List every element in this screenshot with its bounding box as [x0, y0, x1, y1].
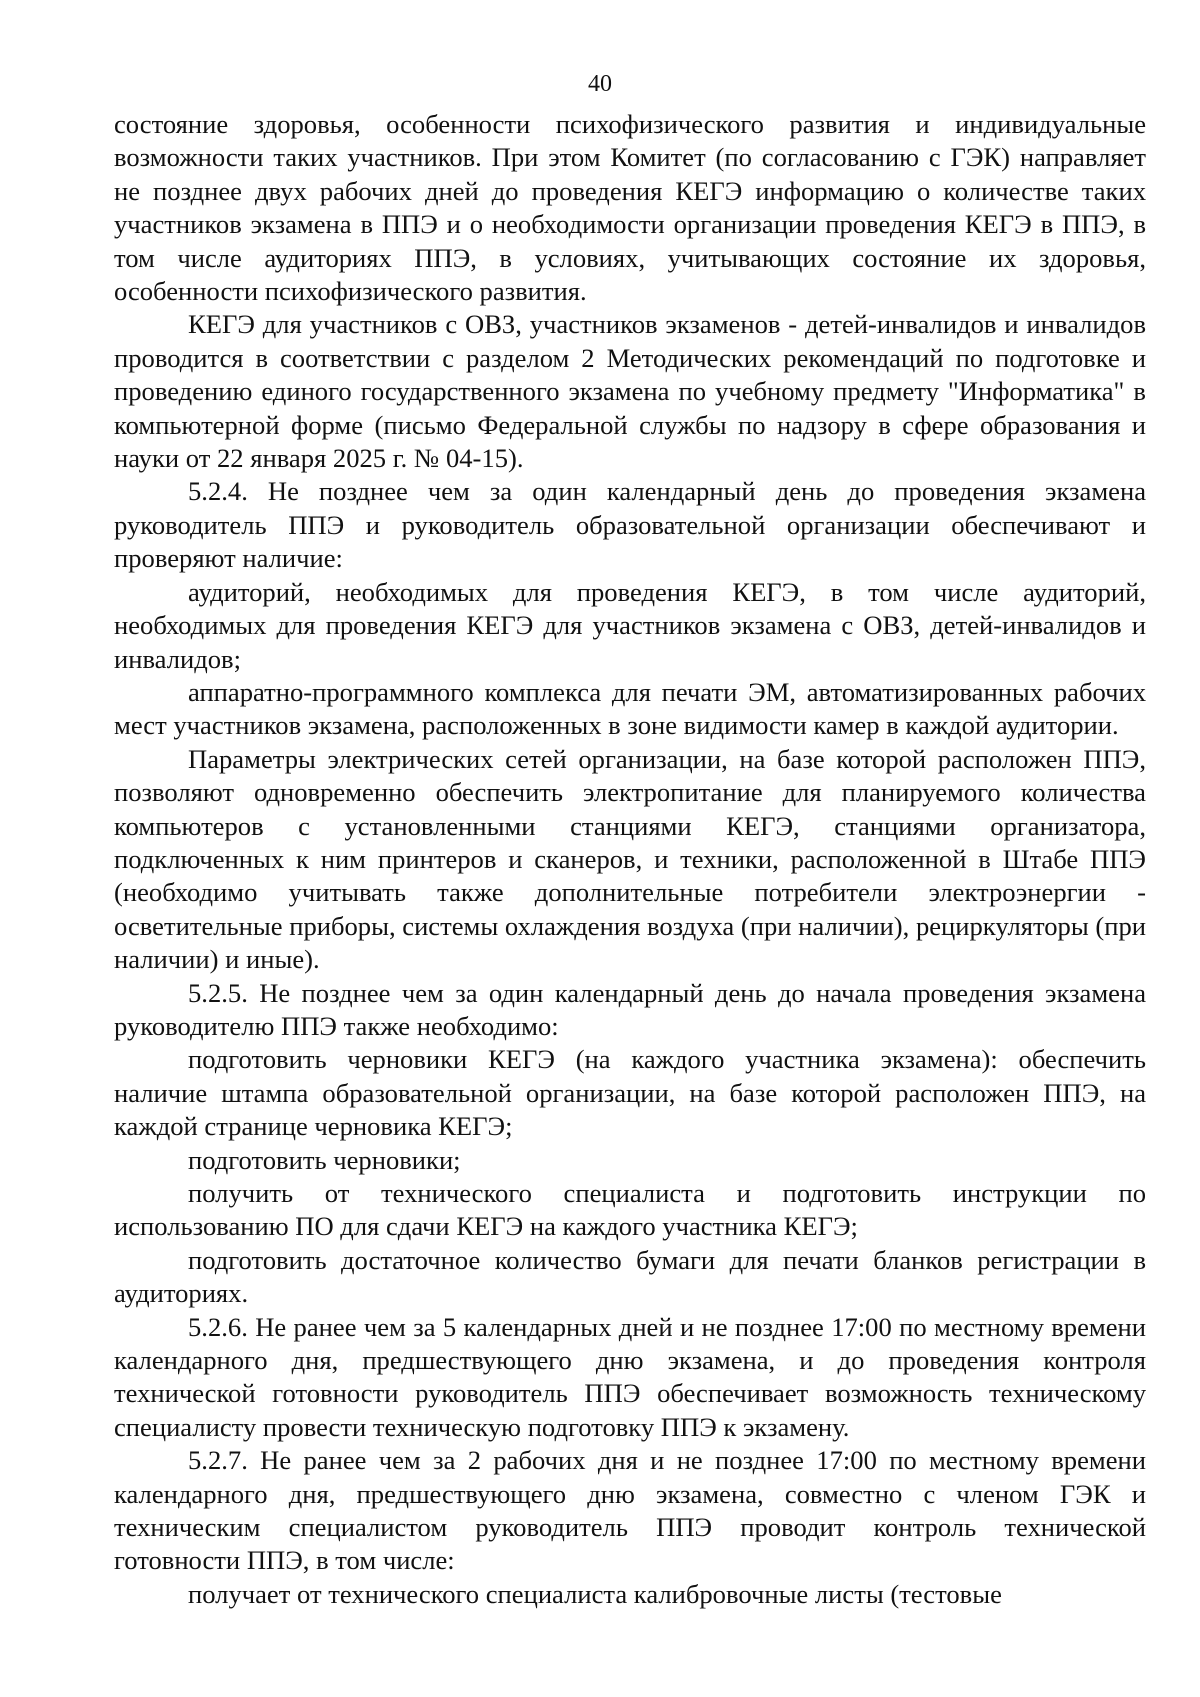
paragraph-5-2-4: 5.2.4. Не позднее чем за один календарный день до проведения экзамена руководитель ППЭ и руководитель образовательной организации обеспечивают и проверяют наличие:	[114, 476, 1146, 574]
paragraph-electrical-networks: Параметры электрических сетей организации, на базе которой расположен ППЭ, позволяют одновременно обеспечить электропитание для планируемого количества компьютеров с установленными станциями КЕГЭ, станциями организатора, подключенных к ним принтеров и сканеров, и техники, расположенной в Штабе ППЭ (необходимо учитывать также дополнительные потребители электроэнергии - осветительные приборы, системы охлаждения воздуха (при наличии), рециркуляторы (при наличии) и иные).	[114, 743, 1146, 975]
list-item-calibration-sheets: получает от технического специалиста калибровочные листы (тестовые	[188, 1578, 1002, 1609]
page-number: 40	[588, 71, 612, 97]
document-body	[114, 108, 1146, 1611]
list-item-auditoriums: аудиторий, необходимых для проведения КЕГЭ, в том числе аудиторий, необходимых для проведения КЕГЭ для участников экзамена с ОВЗ, детей-инвалидов и инвалидов;	[114, 576, 1146, 674]
list-item-paper: подготовить достаточное количество бумаги для печати бланков регистрации в аудиториях.	[114, 1244, 1146, 1309]
list-item-hardware-complex: аппаратно-программного комплекса для печати ЭМ, автоматизированных рабочих мест участников экзамена, расположенных в зоне видимости камер в каждой аудитории.	[114, 676, 1146, 741]
list-item-prepare-drafts: подготовить черновики;	[188, 1144, 461, 1175]
paragraph-5-2-5: 5.2.5. Не позднее чем за один календарный день до начала проведения экзамена руководителю ППЭ также необходимо:	[114, 977, 1146, 1041]
paragraph-5-2-6: 5.2.6. Не ранее чем за 5 календарных дней и не позднее 17:00 по местному времени календарного дня, предшествующего дню экзамена, и до проведения контроля технической готовности руководитель ППЭ обеспечивает возможность техническому специалисту провести техническую подготовку ППЭ к экзамену.	[114, 1311, 1146, 1442]
list-item-instructions: получить от технического специалиста и подготовить инструкции по использованию ПО для сдачи КЕГЭ на каждого участника КЕГЭ;	[114, 1178, 1146, 1242]
paragraph-5-2-7: 5.2.7. Не ранее чем за 2 рабочих дня и не позднее 17:00 по местному времени календарного дня, предшествующего дню экзамена, совместно с членом ГЭК и техническим специалистом руководитель ППЭ проводит контроль технической готовности ППЭ, в том числе:	[114, 1445, 1146, 1576]
list-item-prepare-drafts-kege: подготовить черновики КЕГЭ (на каждого участника экзамена): обеспечить наличие штампа образовательной организации, на базе которой расположен ППЭ, на каждой странице черновика КЕГЭ;	[114, 1044, 1146, 1142]
paragraph-kege-ovz: КЕГЭ для участников с ОВЗ, участников экзаменов - детей-инвалидов и инвалидов проводится в соответствии с разделом 2 Методических рекомендаций по подготовке и проведению единого государственного экзамена по учебному предмету "Информатика" в компьютерной форме (письмо Федеральной службы по надзору в сфере образования и науки от 22 января 2025 г. № 04-15).	[114, 309, 1146, 474]
paragraph-continuation: состояние здоровья, особенности психофизического развития и индивидуальные возможности таких участников. При этом Комитет (по согласованию с ГЭК) направляет не позднее двух рабочих дней до проведения КЕГЭ информацию о количестве таких участников экзамена в ППЭ и о необходимости организации проведения КЕГЭ в ППЭ, в том числе аудиториях ППЭ, в условиях, учитывающих состояние их здоровья, особенности психофизического развития.	[114, 109, 1146, 307]
